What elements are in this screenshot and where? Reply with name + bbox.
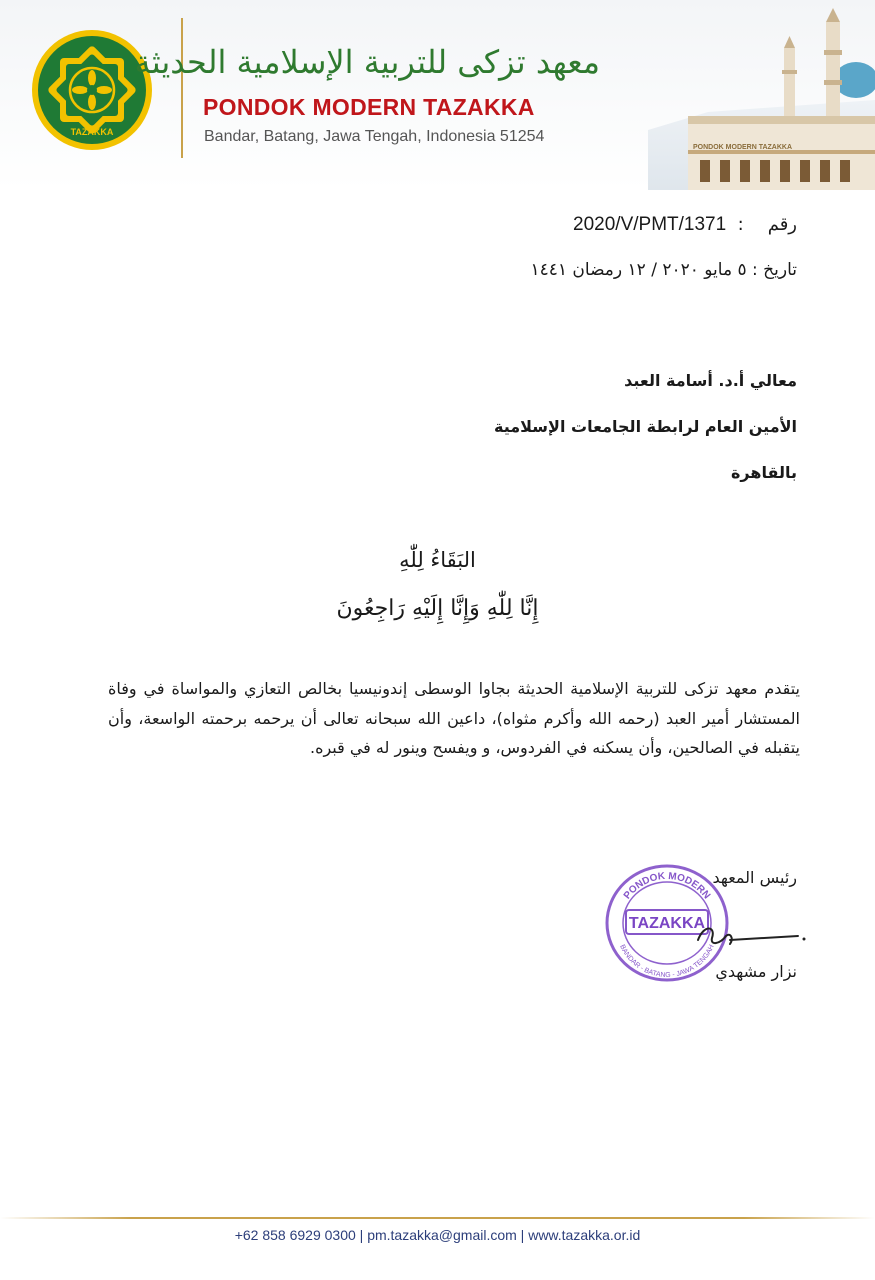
signatory-title: رئيس المعهد (712, 868, 797, 887)
stamp-bottom-text: BANDAR - BATANG - JAWA TENGAH (618, 943, 716, 980)
date-line: تاريخ : ٥ مايو ٢٠٢٠ / ١٢ رمضان ١٤٤١ (530, 260, 797, 280)
addressee-city: بالقاهرة (730, 463, 797, 482)
reference-number: 2020/V/PMT/1371 (573, 214, 727, 235)
letter-body: يتقدم معهد تزكى للتربية الإسلامية الحديثة بجاوا الوسطى إندونيسيا بخالص التعازي والمواساة في وفاة المستشار أمير العبد (رحمه الله وأكرم مثواه)، داعين الله سبحانه تعالى أن يرحمه برحمته الواسعة، وأن يتقبله في الصالحين، وأن يسكنه في الفردوس، و ويفسح وينور له في قبره. (108, 679, 800, 757)
signatory-name: نزار مشهدي (715, 962, 797, 981)
building-sign-text: PONDOK MODERN TAZAKKA (693, 144, 793, 151)
stamp-center-text: TAZAKKA (628, 915, 706, 932)
reference-label: رقم (767, 214, 797, 235)
footer-contact: +62 858 6929 0300 | pm.tazakka@gmail.com | www.tazakka.or.id (234, 1227, 641, 1243)
stamp-top-text: PONDOK MODERN (621, 870, 713, 902)
header-divider (181, 18, 183, 158)
handwritten-signature (690, 918, 810, 958)
footer-divider (0, 1217, 875, 1219)
mosque-building-image (648, 0, 875, 190)
letterhead (0, 0, 875, 190)
condolence-title: البَقَاءُ لِلّٰهِ (399, 548, 476, 572)
condolence-verse: إِنَّا لِلّٰهِ وَإِنَّا إِلَيْهِ رَاجِعُونَ (336, 596, 539, 621)
logo-text: TAZAKKA (70, 127, 114, 137)
addressee-position: الأمين العام لرابطة الجامعات الإسلامية (494, 417, 797, 436)
addressee-name: معالي أ.د. أسامة العبد (624, 371, 797, 390)
reference-separator: : (737, 214, 744, 235)
institution-latin-name: PONDOK MODERN TAZAKKA (203, 94, 535, 120)
institution-address: Bandar, Batang, Jawa Tengah, Indonesia 51254 (204, 128, 545, 145)
institution-arabic-name: معهد تزكى للتربية الإسلامية الحديثة (134, 43, 600, 81)
addressee-block (494, 358, 797, 496)
reference-line (573, 214, 797, 236)
